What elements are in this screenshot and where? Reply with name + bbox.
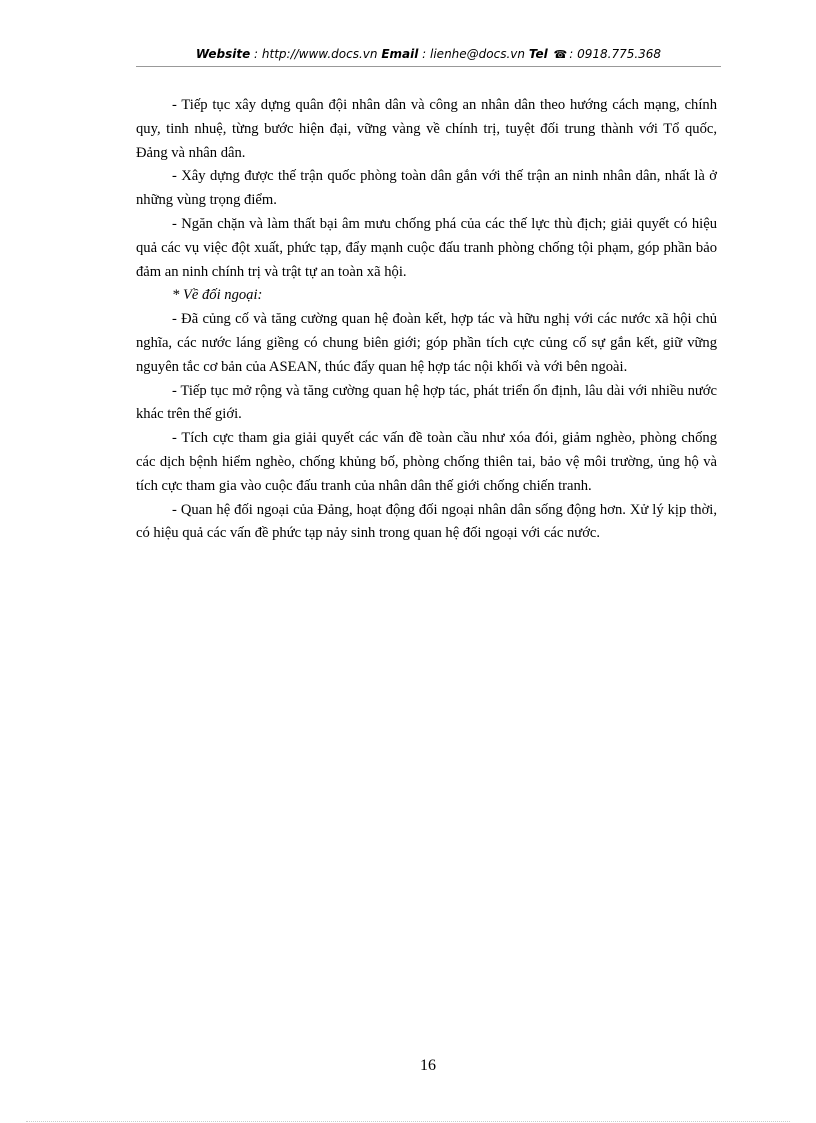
tel-value: : 0918.775.368 [569,47,662,61]
section-heading-foreign-affairs: * Về đối ngoại: [172,287,263,304]
website-label: Website [195,47,251,61]
paragraph-global-issues: - Tích cực tham gia giải quyết các vấn đề toàn cầu như xóa đói, giảm nghèo, phòng chống các dịch bệnh hiểm nghèo, chống khủng bố, phòng chống thiên tai, bảo vệ môi trường, ủng hộ và tích cực tham gia vào cuộc đấu tranh của nhân dân thế giới chống chiến tranh. [136,430,717,494]
website-value: : http://www.docs.vn [250,47,382,61]
paragraph-foreign-relations: - Đã củng cố và tăng cường quan hệ đoàn kết, hợp tác và hữu nghị với các nước xã hội chủ nghĩa, các nước láng giềng có chung biên giới; góp phần tích cực củng cố sự gắn kết, giữ vững nguyên tắc cơ bản của ASEAN, thúc đẩy quan hệ hợp tác nội khối và với bên ngoài. [136,311,717,375]
email-value: : lienhe@docs.vn [418,47,529,61]
paragraph-armed-forces: - Tiếp tục xây dựng quân đội nhân dân và công an nhân dân theo hướng cách mạng, chính quy, tinh nhuệ, từng bước hiện đại, vững vàng về chính trị, tuyệt đối trung thành với Tổ quốc, Đảng và nhân dân. [136,97,717,161]
document-body [136,94,717,546]
tel-label: Tel [528,47,548,61]
paragraph-security: - Ngăn chặn và làm thất bại âm mưu chống phá của các thế lực thù địch; giải quyết có hiệu quả các vụ việc đột xuất, phức tạp, đẩy mạnh cuộc đấu tranh phòng chống tội phạm, góp phần bảo đảm an ninh chính trị và trật tự an toàn xã hội. [136,215,717,280]
page-number: 16 [420,1057,436,1074]
paragraph-party-relations: - Quan hệ đối ngoại của Đảng, hoạt động đối ngoại nhân dân sống động hơn. Xử lý kịp thời, có hiệu quả các vấn đề phức tạp nảy sinh trong quan hệ đối ngoại với các nước. [136,501,717,542]
footer-divider [26,1121,790,1122]
phone-icon: ☎ [553,48,568,61]
paragraph-national-defense: - Xây dựng được thế trận quốc phòng toàn dân gắn với thế trận an ninh nhân dân, nhất là ở những vùng trọng điểm. [136,168,717,209]
paragraph-expand-cooperation: - Tiếp tục mở rộng và tăng cường quan hệ hợp tác, phát triển ổn định, lâu dài với nhiều nước khác trên thế giới. [136,382,717,423]
email-label: Email [381,47,419,61]
page-header [136,44,721,67]
